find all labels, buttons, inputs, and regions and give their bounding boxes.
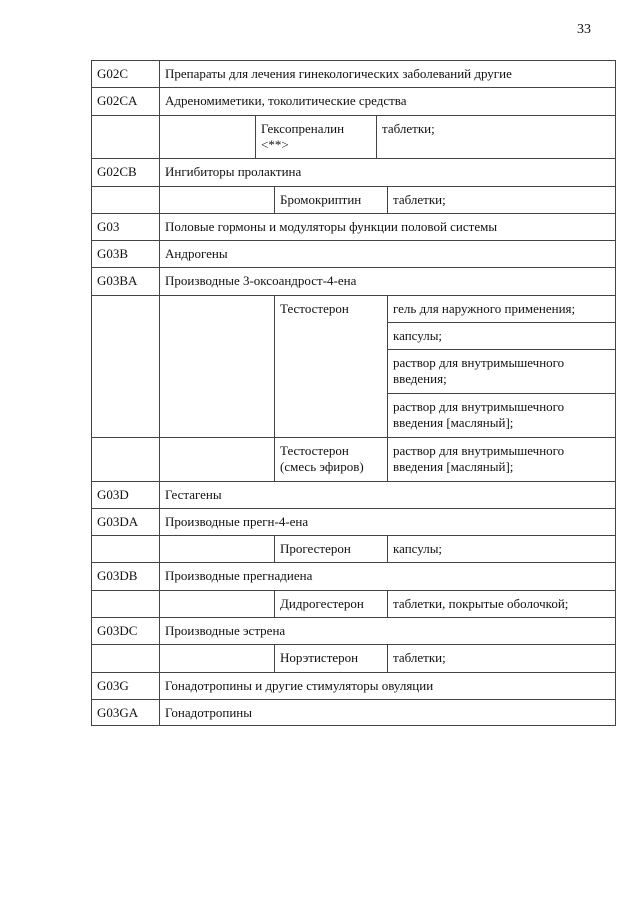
empty-group-cell <box>159 115 255 158</box>
atc-group-name-cell: Производные эстрена <box>159 617 616 644</box>
drug-name-cell: Гексопреналин <**> <box>255 115 376 158</box>
empty-group-cell <box>159 186 274 213</box>
empty-group-cell <box>159 535 274 562</box>
drug-name-cell: Тестостерон (смесь эфиров) <box>274 437 387 481</box>
atc-group-name-cell: Производные 3-оксоандрост-4-ена <box>159 267 616 295</box>
atc-group-name-cell: Ингибиторы пролактина <box>159 158 616 186</box>
empty-code-cell <box>91 115 159 158</box>
dosage-form-cell: раствор для внутримышечного введения [масляный]; <box>387 393 616 437</box>
atc-code-cell: G03D <box>91 481 159 508</box>
dosage-form-cell: капсулы; <box>387 535 616 562</box>
drug-name-cell: Бромокриптин <box>274 186 387 213</box>
dosage-form-cell: таблетки; <box>387 186 616 213</box>
atc-code-cell: G02CB <box>91 158 159 186</box>
dosage-form-cell: таблетки; <box>387 644 616 672</box>
atc-code-cell: G03 <box>91 213 159 240</box>
drug-name-cell: Тестостерон <box>274 295 387 437</box>
atc-code-cell: G03G <box>91 672 159 699</box>
page-number: 33 <box>577 22 591 37</box>
atc-group-name-cell: Гонадотропины и другие стимуляторы овуляции <box>159 672 616 699</box>
atc-group-name-cell: Препараты для лечения гинекологических заболеваний другие <box>159 60 616 87</box>
drug-name-cell: Прогестерон <box>274 535 387 562</box>
atc-code-cell: G02CA <box>91 87 159 115</box>
drug-name-cell: Дидрогестерон <box>274 590 387 617</box>
empty-code-cell <box>91 590 159 617</box>
atc-code-cell: G03DA <box>91 508 159 535</box>
dosage-form-cell: гель для наружного применения; <box>387 295 616 322</box>
dosage-form-cell: капсулы; <box>387 322 616 349</box>
empty-group-cell <box>159 437 274 481</box>
empty-code-cell <box>91 535 159 562</box>
atc-group-name-cell: Производные прегн-4-ена <box>159 508 616 535</box>
dosage-form-cell: раствор для внутримышечного введения [масляный]; <box>387 437 616 481</box>
atc-group-name-cell: Гонадотропины <box>159 699 616 726</box>
dosage-form-cell: таблетки, покрытые оболочкой; <box>387 590 616 617</box>
drug-name-cell: Норэтистерон <box>274 644 387 672</box>
atc-code-cell: G03BA <box>91 267 159 295</box>
atc-group-name-cell: Адреномиметики, токолитические средства <box>159 87 616 115</box>
atc-group-name-cell: Производные прегнадиена <box>159 562 616 590</box>
atc-code-cell: G03B <box>91 240 159 267</box>
empty-group-cell <box>159 295 274 437</box>
atc-group-name-cell: Гестагены <box>159 481 616 508</box>
atc-code-cell: G03DC <box>91 617 159 644</box>
empty-code-cell <box>91 186 159 213</box>
empty-group-cell <box>159 590 274 617</box>
atc-code-cell: G02C <box>91 60 159 87</box>
empty-code-cell <box>91 644 159 672</box>
atc-group-name-cell: Андрогены <box>159 240 616 267</box>
empty-group-cell <box>159 644 274 672</box>
dosage-form-cell: таблетки; <box>376 115 616 158</box>
drug-classification-table <box>91 60 616 726</box>
dosage-form-cell: раствор для внутримышечного введения; <box>387 349 616 393</box>
atc-code-cell: G03GA <box>91 699 159 726</box>
empty-code-cell <box>91 295 159 437</box>
atc-group-name-cell: Половые гормоны и модуляторы функции половой системы <box>159 213 616 240</box>
atc-code-cell: G03DB <box>91 562 159 590</box>
empty-code-cell <box>91 437 159 481</box>
